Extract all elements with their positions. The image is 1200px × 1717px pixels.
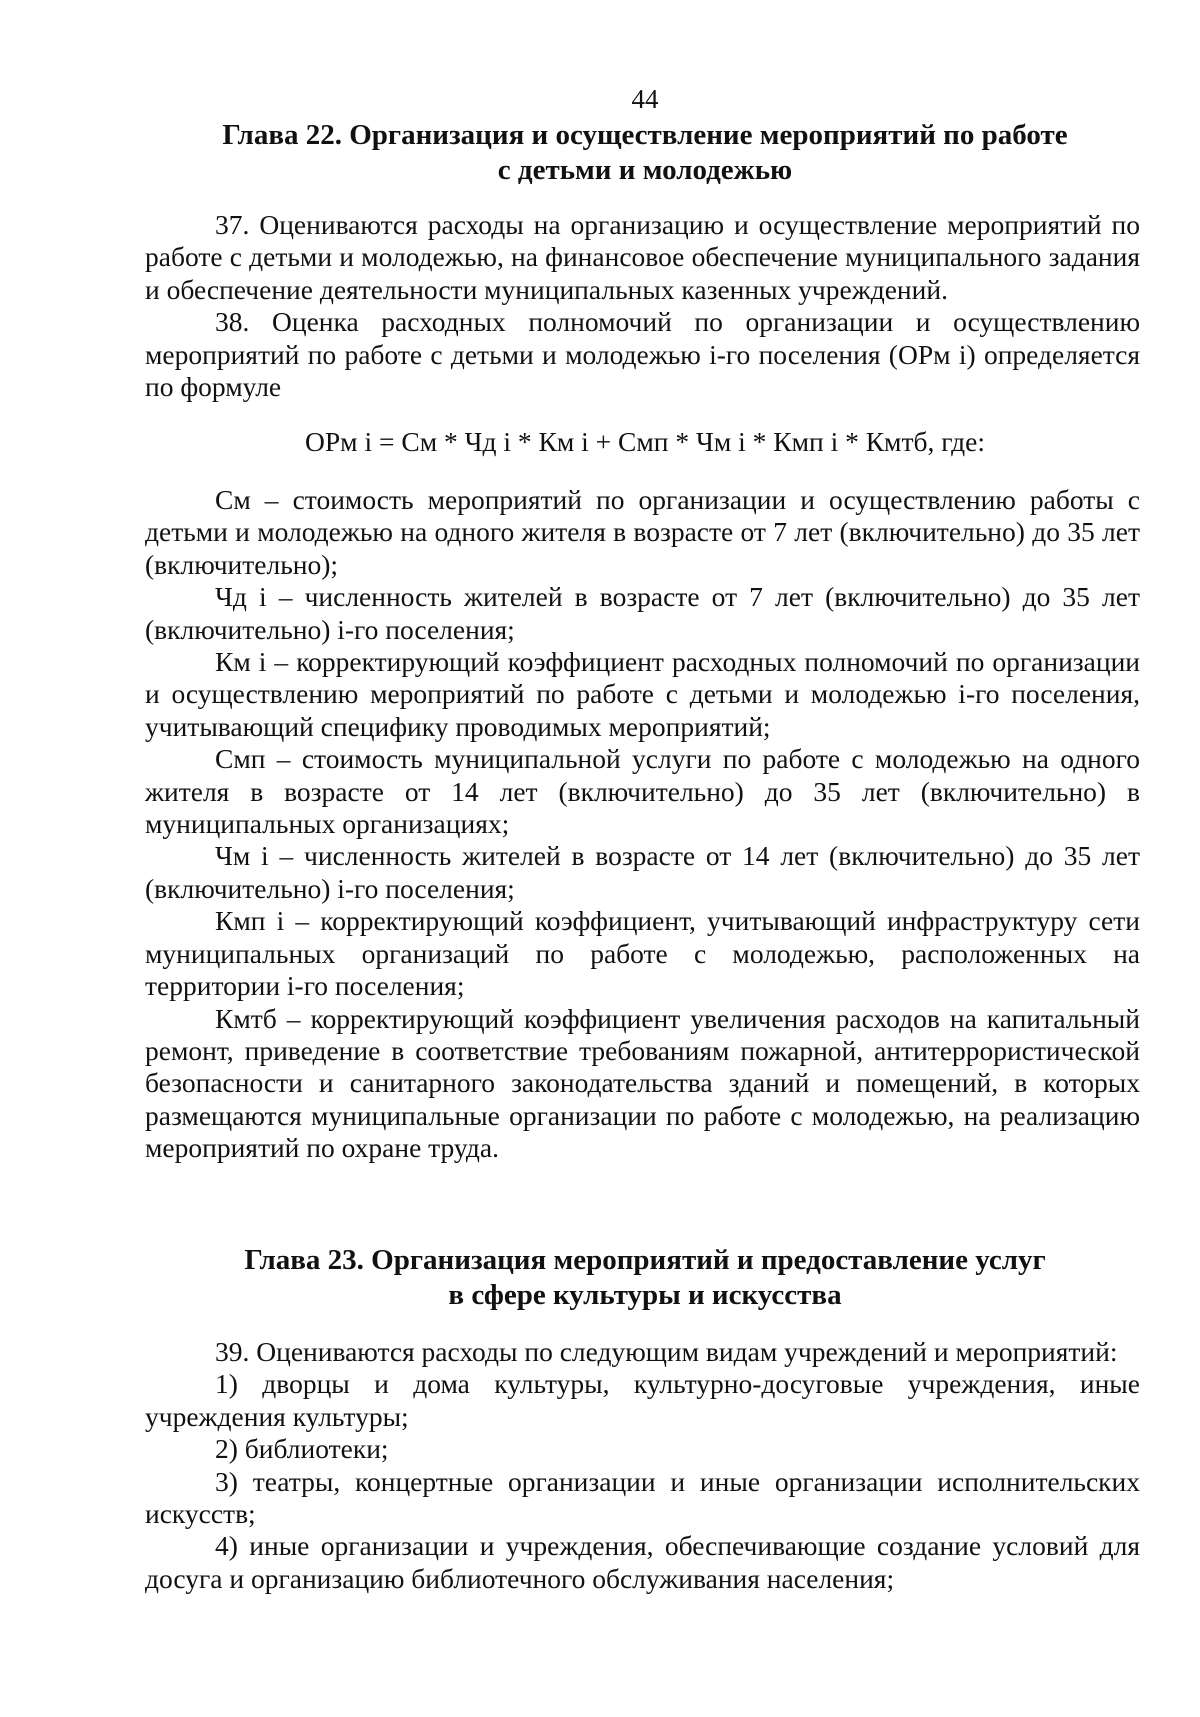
chapter-22-title: [140, 118, 1150, 188]
definition-kmp: Кмп i – корректирующий коэффициент, учитывающий инфраструктуру сети муниципальных организаций по работе с молодежью, расположенных на территории i-го поселения;: [145, 905, 1140, 1002]
formula: ОРм i = См * Чд i * Км i + Смп * Чм i * Кмп i * Кмтб, где:: [305, 426, 985, 457]
paragraph-39: 39. Оцениваются расходы по следующим видам учреждений и мероприятий:: [215, 1336, 1118, 1367]
list-item: 2) библиотеки;: [215, 1433, 389, 1465]
page-number: 44: [631, 84, 659, 114]
definition-sm: См – стоимость мероприятий по организации и осуществлению работы с детьми и молодежью на одного жителя в возрасте от 7 лет (включительно) до 35 лет (включительно);: [145, 484, 1140, 580]
formula-definitions: [145, 484, 1140, 1165]
definition-kmtb: Кмтб – корректирующий коэффициент увеличения расходов на капитальный ремонт, приведение в соответствие требованиям пожарной, антитеррористической безопасности и санитарного законодательства зданий и помещений, в которых размещаются муниципальные организации по работе с молодежью, на реализацию мероприятий по охране труда.: [145, 1002, 1140, 1164]
chapter-title-line: в сфере культуры и искусства: [448, 1279, 842, 1311]
chapter-22-intro: [145, 209, 1140, 403]
chapter-title-line: с детьми и молодежью: [497, 154, 793, 186]
definition-km: Км i – корректирующий коэффициент расходных полномочий по организации и осуществлению мероприятий по работе с детьми и молодежью i-го поселения, учитывающий специфику проводимых мероприятий;: [145, 646, 1140, 742]
list-item: 1) дворцы и дома культуры, культурно-досуговые учреждения, иные учреждения культуры;: [145, 1368, 1140, 1432]
chapter-23-title: [140, 1243, 1150, 1313]
list-item: 3) театры, концертные организации и иные организации исполнительских искусств;: [145, 1465, 1140, 1530]
paragraph-38: 38. Оценка расходных полномочий по организации и осуществлению мероприятий по работе с детьми и молодежью i-го поселения (ОРм i) определяется по формуле: [145, 306, 1140, 403]
chapter-23-body: [145, 1336, 1140, 1595]
paragraph-37: 37. Оцениваются расходы на организацию и осуществление мероприятий по работе с детьми и молодежью, на финансовое обеспечение муниципального задания и обеспечение деятельности муниципальных казенных учреждений.: [145, 209, 1140, 305]
definition-smp: Смп – стоимость муниципальной услуги по работе с молодежью на одного жителя в возрасте от 14 лет (включительно) до 35 лет (включительно) в муниципальных организациях;: [145, 743, 1140, 840]
list-item: 4) иные организации и учреждения, обеспечивающие создание условий для досуга и организацию библиотечного обслуживания населения;: [145, 1530, 1140, 1594]
chapter-title-line: Глава 22. Организация и осуществление мероприятий по работе: [222, 119, 1068, 151]
definition-chd: Чд i – численность жителей в возрасте от 7 лет (включительно) до 35 лет (включительно) i-го поселения;: [145, 581, 1140, 645]
chapter-title-line: Глава 23. Организация мероприятий и предоставление услуг: [244, 1244, 1046, 1276]
definition-chm: Чм i – численность жителей в возрасте от 14 лет (включительно) до 35 лет (включительно) i-го поселения;: [145, 840, 1140, 904]
